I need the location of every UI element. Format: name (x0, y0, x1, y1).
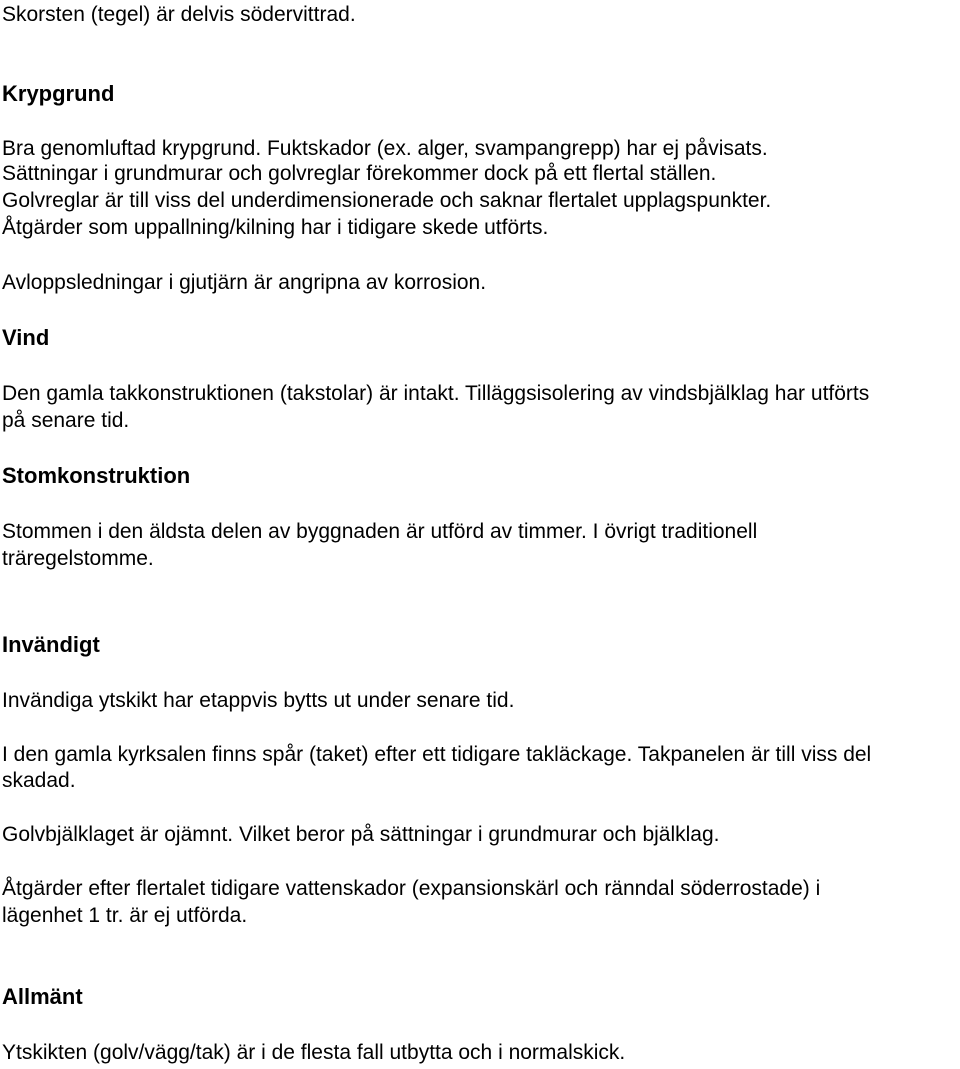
heading-vind: Vind (2, 325, 50, 350)
vind-line-1: Den gamla takkonstruktionen (takstolar) är intakt. Tilläggsisolering av vindsbjälklag har utförts (2, 382, 870, 405)
invandigt-line-6: lägenhet 1 tr. är ej utförda. (2, 904, 248, 927)
invandigt-line-2: I den gamla kyrksalen finns spår (taket) efter ett tidigare takläckage. Takpanelen är till viss del (2, 743, 872, 766)
invandigt-line-4: Golvbjälklaget är ojämnt. Vilket beror på sättningar i grundmurar och bjälklag. (2, 823, 720, 846)
heading-stomkonstruktion: Stomkonstruktion (2, 463, 191, 488)
heading-invandigt: Invändigt (2, 632, 100, 657)
krypgrund-line-4: Åtgärder som uppallning/kilning har i tidigare skede utförts. (2, 216, 549, 239)
krypgrund-line-2: Sättningar i grundmurar och golvreglar förekommer dock på ett flertal ställen. (2, 162, 717, 185)
vind-line-2: på senare tid. (2, 409, 130, 432)
stomkonstruktion-line-1: Stommen i den äldsta delen av byggnaden är utförd av timmer. I övrigt traditionell (2, 520, 758, 543)
allmant-line-1: Ytskikten (golv/vägg/tak) är i de flesta fall utbytta och i normalskick. (2, 1041, 626, 1064)
krypgrund-line-5: Avloppsledningar i gjutjärn är angripna av korrosion. (2, 271, 487, 294)
heading-allmant: Allmänt (2, 984, 83, 1009)
krypgrund-line-1: Bra genomluftad krypgrund. Fuktskador (ex. alger, svampangrepp) har ej påvisats. (2, 137, 768, 160)
intro-line-1: Skorsten (tegel) är delvis södervittrad. (2, 3, 356, 26)
invandigt-line-5: Åtgärder efter flertalet tidigare vattenskador (expansionskärl och ränndal söderrostade) i (2, 877, 821, 900)
stomkonstruktion-line-2: träregelstomme. (2, 547, 154, 570)
krypgrund-line-3: Golvreglar är till viss del underdimensionerade och saknar flertalet upplagspunkter. (2, 189, 772, 212)
invandigt-line-3: skadad. (2, 769, 76, 792)
heading-krypgrund: Krypgrund (2, 81, 115, 106)
invandigt-line-1: Invändiga ytskikt har etappvis bytts ut under senare tid. (2, 689, 515, 712)
